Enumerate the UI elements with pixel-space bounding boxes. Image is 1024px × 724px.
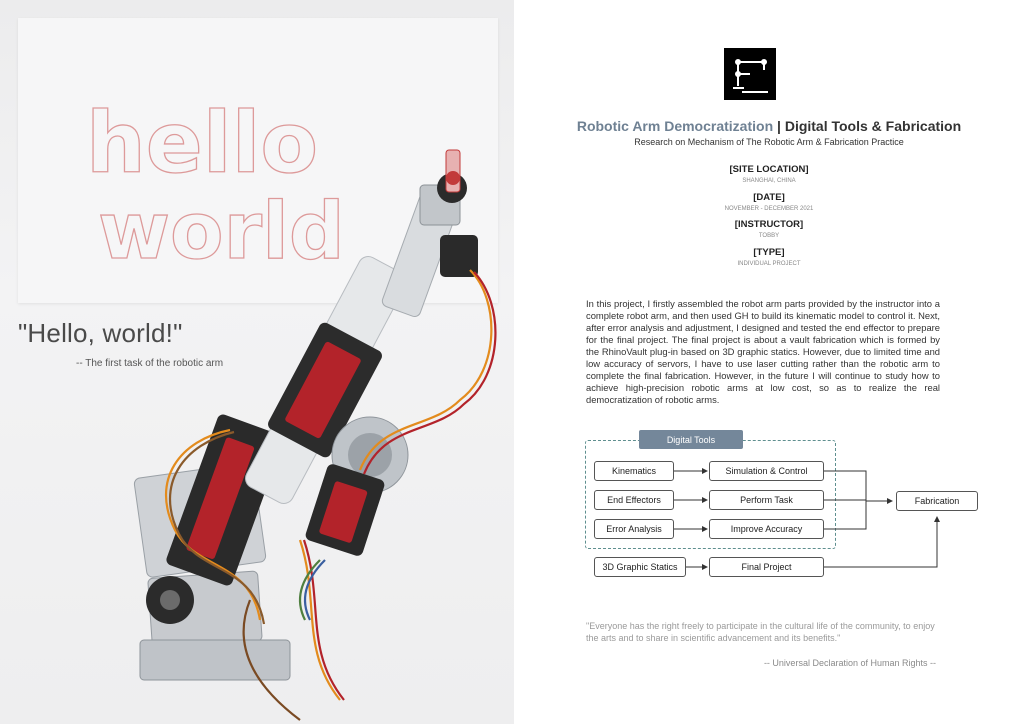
title-separator: | [773, 118, 785, 134]
node-error-analysis: Error Analysis [594, 519, 674, 539]
node-improve-accuracy: Improve Accuracy [709, 519, 824, 539]
project-document [514, 0, 1024, 724]
meta-value: NOVEMBER - DECEMBER 2021 [724, 206, 814, 212]
meta-label: [SITE LOCATION] [729, 164, 809, 175]
project-logo [724, 48, 776, 100]
meta-type [514, 247, 1024, 267]
trace-world: world [98, 187, 345, 277]
meta-label: [DATE] [753, 192, 785, 203]
meta-value: TOBBY [758, 233, 780, 239]
workflow-diagram [582, 430, 992, 590]
project-title [514, 118, 1024, 134]
digital-tools-label: Digital Tools [639, 430, 743, 449]
hello-world-caption: -- The first task of the robotic arm [76, 358, 224, 369]
human-rights-quote: "Everyone has the right freely to participate in the cultural life of the community, to enjoy the arts and to share in scientific advancement and its benefits." [586, 621, 935, 643]
meta-label: [INSTRUCTOR] [734, 219, 804, 230]
title-accent: Robotic Arm Democratization [576, 118, 774, 134]
hello-world-heading: "Hello, world!" [18, 318, 183, 348]
node-simulation-control: Simulation & Control [709, 461, 824, 481]
title-main: Digital Tools & Fabrication [784, 118, 962, 134]
node-3d-graphic-statics: 3D Graphic Statics [594, 557, 686, 577]
upper-link [381, 150, 478, 318]
meta-site-location [514, 164, 1024, 184]
node-kinematics: Kinematics [594, 461, 674, 481]
node-fabrication: Fabrication [896, 491, 978, 511]
meta-instructor [514, 219, 1024, 239]
trace-hello: hello [86, 94, 319, 192]
project-description: In this project, I firstly assembled the robot arm parts provided by the instructor into a complete robot arm, and then used GH to build its kinematic model to control it. Next, after error analysis and adjustment, I designed and tested the end effector to prepare for the final project. The final project is about a vault fabrication which is formed by the RhinoVault plug-in based on 3D graphic statics. However, due to limited time and low accuracy of servors, I have to use laser cutting rather than the robotic arm to complete the final fabrication. However, in the future I will continue to study how to achieve high-precision robotic arms at low cost, so as to realize the real democratization of robotic arms. [586, 298, 940, 405]
quote-source: -- Universal Declaration of Human Rights -- [763, 658, 936, 668]
node-final-project: Final Project [709, 557, 824, 577]
meta-value: INDIVIDUAL PROJECT [737, 261, 801, 267]
traced-lettering [86, 94, 345, 277]
meta-value: SHANGHAI, CHINA [742, 178, 796, 184]
node-end-effectors: End Effectors [594, 490, 674, 510]
node-perform-task: Perform Task [709, 490, 824, 510]
meta-date [514, 192, 1024, 212]
project-subtitle: Research on Mechanism of The Robotic Arm & Fabrication Practice [634, 137, 904, 147]
robot-arm-logo-icon [724, 48, 776, 100]
meta-label: [TYPE] [753, 247, 785, 258]
